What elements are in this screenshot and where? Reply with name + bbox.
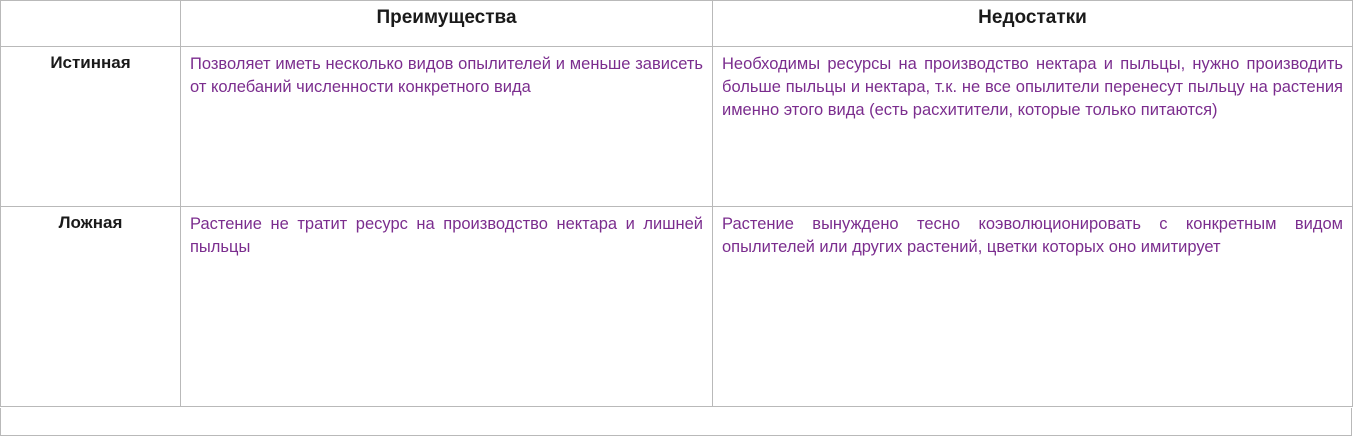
row-label-true: Истинная	[1, 47, 181, 207]
table-row	[1, 207, 1353, 407]
table-row	[1, 47, 1353, 207]
cell-true-advantages: Позволяет иметь несколько видов опылителей и меньше зависеть от колебаний численности конкретного вида	[181, 47, 713, 207]
table-corner-cell	[1, 1, 181, 47]
column-header-disadvantages: Недостатки	[713, 1, 1353, 47]
table-footer-strip	[0, 408, 1352, 436]
table-header-row	[1, 1, 1353, 47]
row-label-false: Ложная	[1, 207, 181, 407]
cell-false-advantages: Растение не тратит ресурс на производство нектара и лишней пыльцы	[181, 207, 713, 407]
column-header-advantages: Преимущества	[181, 1, 713, 47]
cell-false-disadvantages: Растение вынуждено тесно коэволюционировать с конкретным видом опылителей или других растений, цветки которых оно имитирует	[713, 207, 1353, 407]
cell-true-disadvantages: Необходимы ресурсы на производство нектара и пыльцы, нужно производить больше пыльцы и нектара, т.к. не все опылители перенесут пыльцу на растения именно этого вида (есть расхитители, которые только питаются)	[713, 47, 1353, 207]
